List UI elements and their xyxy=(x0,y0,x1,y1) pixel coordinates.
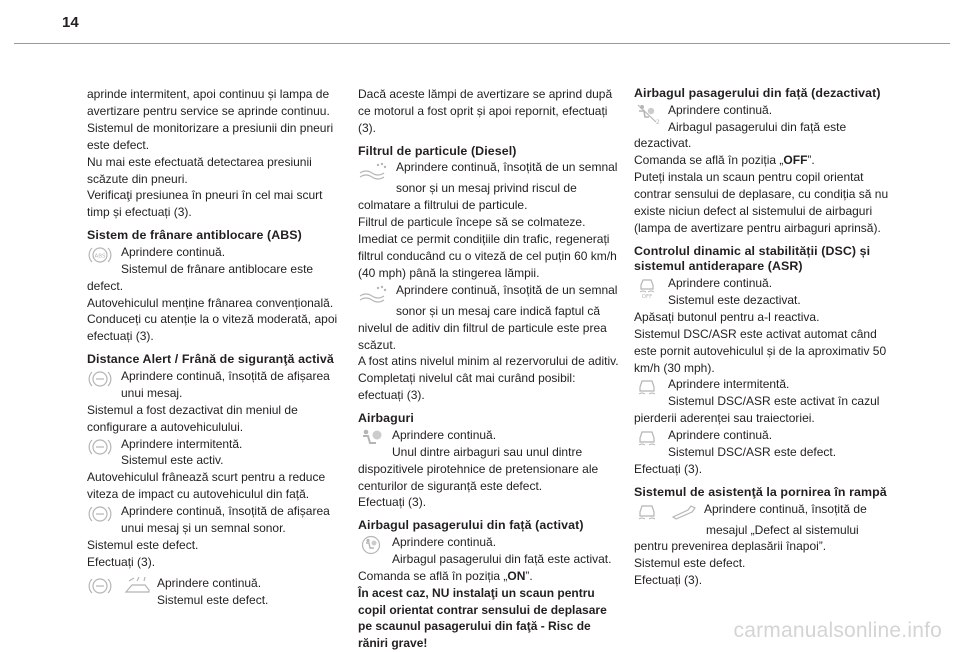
paragraph: Autovehiculul menține frânarea convențională. xyxy=(87,295,334,310)
paragraph: Verificaţi presiunea în pneuri în cel mai scurt timp și efectuați (3). xyxy=(87,188,323,220)
paragraph: Comanda se află în poziția „OFF”. xyxy=(634,153,815,168)
warning-entry-hill-start: Aprindere continuă, însoțită de xyxy=(634,501,894,518)
section-title-airbags: Airbaguri xyxy=(358,411,414,426)
warning-entry-passenger-airbag-on: Aprindere continuă. Airbagul pasagerului din față este activat. xyxy=(358,534,620,568)
column-2 xyxy=(358,86,620,652)
dsc-off-icon xyxy=(634,276,660,298)
warning-entry-dpf-1: Aprindere continuă, însoțită de un semnal xyxy=(358,159,620,176)
abs-warning-icon xyxy=(87,245,113,265)
paragraph: mesajul „Defect al sistemului pentru prevenirea deplasării înapoi”. xyxy=(634,522,859,554)
paragraph: Dacă aceste lămpi de avertizare se aprind după ce motorul a fost oprit și apoi repornit, efectuați (3). xyxy=(358,87,613,135)
brake-warning-icon xyxy=(87,576,113,596)
paragraph: sonor și un mesaj privind riscul de colmatare a filtrului de particule. xyxy=(358,181,577,213)
brake-warning-icon xyxy=(87,504,113,524)
warning-entry-distance-3: Aprindere continuă, însoțită de afișarea unui mesaj și un semnal sonor. xyxy=(87,503,339,537)
paragraph: Nu mai este efectuată detectarea presiunii scăzute din pneuri. xyxy=(87,154,312,186)
paragraph: aprinde intermitent, apoi continuu și lampa de avertizare pentru service se aprinde continuu. xyxy=(87,87,330,118)
paragraph: Efectuați (3). xyxy=(634,462,703,476)
particle-filter-icon xyxy=(358,283,388,303)
paragraph: Apăsați butonul pentru a-l reactiva. xyxy=(634,309,820,324)
warning-entry-dsc-2: Aprindere intermitentă. Sistemul DSC/ASR este activat în cazul pierderii aderenței sau traiectoriei. xyxy=(634,377,880,426)
column-3 xyxy=(634,86,894,589)
page-number: 14 xyxy=(62,14,79,31)
paragraph: Sistemul a fost dezactivat din meniul de configurare a autovehiculului. xyxy=(87,402,298,434)
paragraph: Puteți instala un scaun pentru copil orientat contrar sensului de deplasare, cu condiția să nu existe niciun defect al sistemului de airbaguri (lampa de avertizare pentru airbaguri aprinsă). xyxy=(634,170,889,235)
paragraph: Completați nivelul cât mai curând posibil: efectuați (3). xyxy=(358,371,576,403)
warning-entry-distance-1: Aprindere continuă, însoțită de afișarea unui mesaj. xyxy=(87,368,339,402)
paragraph: A fost atins nivelul minim al rezervorului de aditiv. xyxy=(358,354,619,369)
svg-text:OFF: OFF xyxy=(641,294,653,299)
header-rule xyxy=(14,43,950,44)
paragraph: Sistemul de monitorizare a presiunii din pneuri este defect. xyxy=(87,120,334,152)
paragraph: Filtrul de particule începe să se colmateze. xyxy=(358,215,586,230)
brake-warning-icon xyxy=(87,369,113,389)
warning-entry-passenger-airbag-off: 2 Aprindere continuă. Airbagul pasagerului din față este dezactivat. xyxy=(634,102,847,151)
dsc-warning-icon xyxy=(634,502,660,522)
paragraph: Efectuați (3). xyxy=(87,554,156,569)
passenger-airbag-off-icon xyxy=(634,103,660,125)
dsc-warning-icon xyxy=(634,428,660,448)
column-1 xyxy=(87,86,339,609)
warning-entry-distance-2: Aprindere intermitentă. Sistemul este activ. xyxy=(87,436,339,470)
footer-watermark: carmanualsonline.info xyxy=(733,619,942,642)
paragraph: Sistemul este defect. xyxy=(634,556,746,571)
collision-warning-icon xyxy=(123,576,151,596)
section-title-dsc-asr: Controlul dinamic al stabilității (DSC) și sistemul antiderapare (ASR) xyxy=(634,243,871,274)
warning-paragraph: În acest caz, NU instalaţi un scaun pentru copil orientat contrar sensului de deplasare pe scaunul pasagerului din faţă - Risc de răniri grave! xyxy=(358,585,607,651)
section-title-abs: Sistem de frânare antiblocare (ABS) xyxy=(87,228,302,243)
service-warning-icon xyxy=(670,502,698,522)
brake-warning-icon xyxy=(87,437,113,457)
warning-entry-dpf-2: Aprindere continuă, însoțită de un semnal xyxy=(358,282,620,299)
passenger-airbag-on-icon xyxy=(358,535,384,555)
warning-entry-dsc-1: OFF Aprindere continuă. Sistemul este dezactivat. xyxy=(634,275,894,309)
particle-filter-icon xyxy=(358,160,388,180)
section-title-dpf: Filtrul de particule (Diesel) xyxy=(358,143,517,158)
section-title-passenger-airbag-off: Airbagul pasagerului din față (dezactivat) xyxy=(634,86,881,100)
section-title-distance-alert: Distance Alert / Frână de siguranţă activă xyxy=(87,352,334,367)
paragraph: Efectuați (3). xyxy=(634,573,703,588)
paragraph: Efectuați (3). xyxy=(358,495,427,510)
paragraph: Sistemul DSC/ASR este activat automat când este pornit autovehiculul și de la aproximativ 50 km/h (30 mph). xyxy=(634,326,887,375)
paragraph: Comanda se află în poziția „ON”. xyxy=(358,568,533,583)
dsc-warning-icon xyxy=(634,377,660,397)
warning-entry-airbags: Aprindere continuă. Unul dintre airbaguri sau unul dintre dispozitivele pirotehnice de pretensionare ale centurilor de siguranță este defect. xyxy=(358,427,599,493)
svg-text:ABS: ABS xyxy=(94,253,106,260)
warning-entry-abs: ABS Aprindere continuă. Sistemul de frânare antiblocare este defect. xyxy=(87,244,314,293)
paragraph: Imediat ce permit condițiile din trafic, regenerați filtrul conducând cu o viteză de cel puțin 60 km/h (40 mph) până la stingerea lămpii. xyxy=(358,232,617,280)
svg-text:2: 2 xyxy=(656,118,660,125)
paragraph: Conduceți cu atenție la o viteză moderată, apoi efectuați (3). xyxy=(87,312,338,344)
paragraph: Sistemul este defect. xyxy=(87,537,199,552)
warning-entry-dsc-3: Aprindere continuă. Sistemul DSC/ASR este defect. xyxy=(634,427,894,461)
warning-entry-distance-4: Aprindere continuă. Sistemul este defect. xyxy=(87,575,339,609)
section-title-passenger-airbag-on: Airbagul pasagerului din față (activat) xyxy=(358,518,584,533)
section-title-hill-start: Sistemul de asistenţă la pornirea în rampă xyxy=(634,484,887,499)
paragraph: Autovehiculul frânează scurt pentru a reduce viteza de impact cu autovehiculul din față. xyxy=(87,470,326,502)
paragraph: sonor și un mesaj care indică faptul că nivelul de aditiv din filtrul de particule este prea scăzut. xyxy=(358,303,607,352)
airbag-warning-icon xyxy=(358,428,384,448)
